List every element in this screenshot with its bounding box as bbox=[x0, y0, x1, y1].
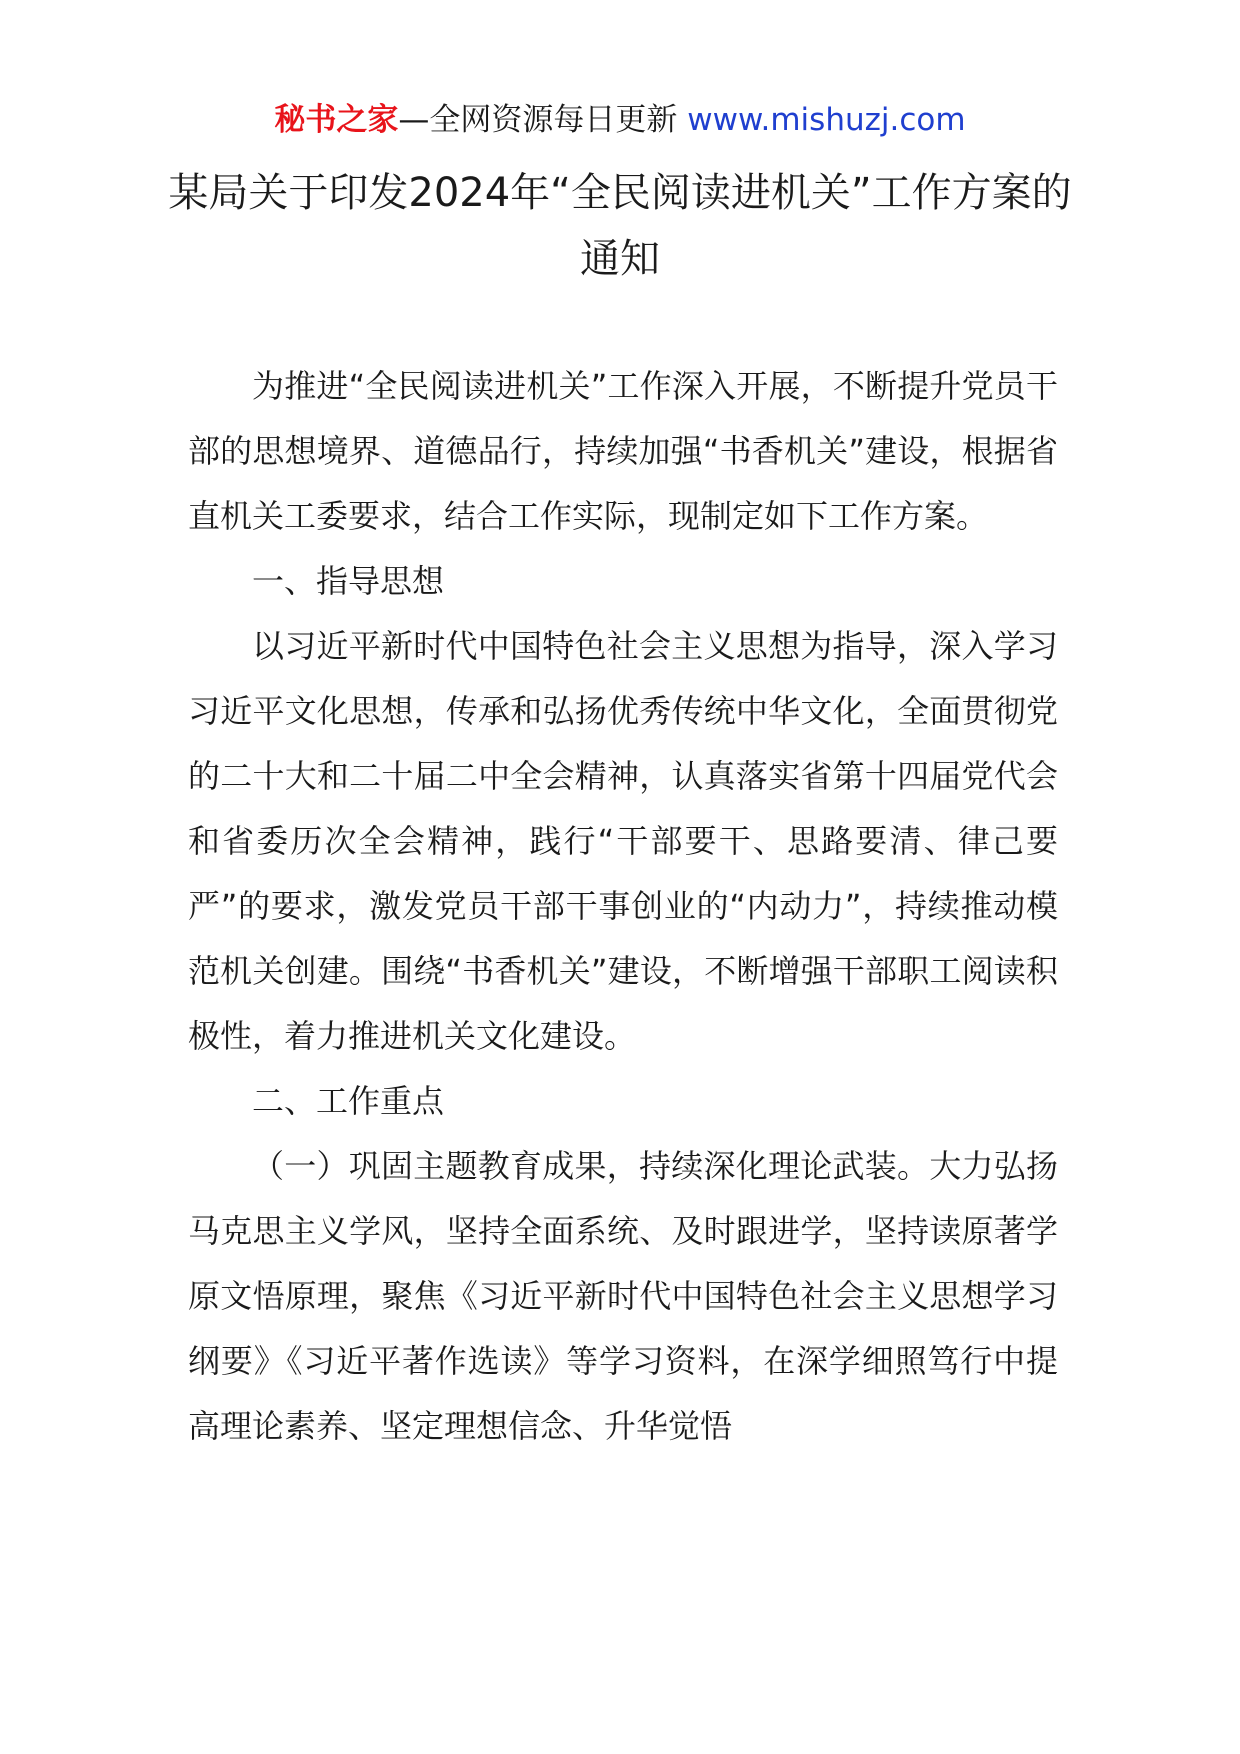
paragraph-work-focus-1: （一）巩固主题教育成果，持续深化理论武装。大力弘扬马克思主义学风，坚持全面系统、及时跟进学，坚持读原著学原文悟原理，聚焦《习近平新时代中国特色社会主义思想学习纲要》《习近平著作选读》等学习资料，在深学细照笃行中提高理论素养、坚定理想信念、升华觉悟 bbox=[188, 1147, 1058, 1445]
banner-url[interactable]: www.mishuzj.com bbox=[687, 102, 966, 138]
brand-name: 秘书之家 bbox=[274, 102, 399, 138]
document-title: 某局关于印发2024年“全民阅读进机关”工作方案的通知 bbox=[168, 170, 1072, 282]
document-body bbox=[188, 354, 1058, 1459]
banner-slogan: —全网资源每日更新 bbox=[398, 102, 688, 138]
section-heading-work-focus: 二、工作重点 bbox=[252, 1082, 445, 1120]
paragraph-intro: 为推进“全民阅读进机关”工作深入开展，不断提升党员干部的思想境界、道德品行，持续加强“书香机关”建设，根据省直机关工委要求，结合工作实际，现制定如下工作方案。 bbox=[188, 367, 1058, 535]
paragraph-guiding-ideology: 以习近平新时代中国特色社会主义思想为指导，深入学习习近平文化思想，传承和弘扬优秀传统中华文化，全面贯彻党的二十大和二十届二中全会精神，认真落实省第十四届党代会和省委历次全会精神，践行“干部要干、思路要清、律己要严”的要求，激发党员干部干事创业的“内动力”，持续推动模范机关创建。围绕“书香机关”建设，不断增强干部职工阅读积极性，着力推进机关文化建设。 bbox=[188, 627, 1058, 1055]
site-banner bbox=[0, 100, 1240, 140]
section-heading-guiding-ideology: 一、指导思想 bbox=[252, 562, 445, 600]
